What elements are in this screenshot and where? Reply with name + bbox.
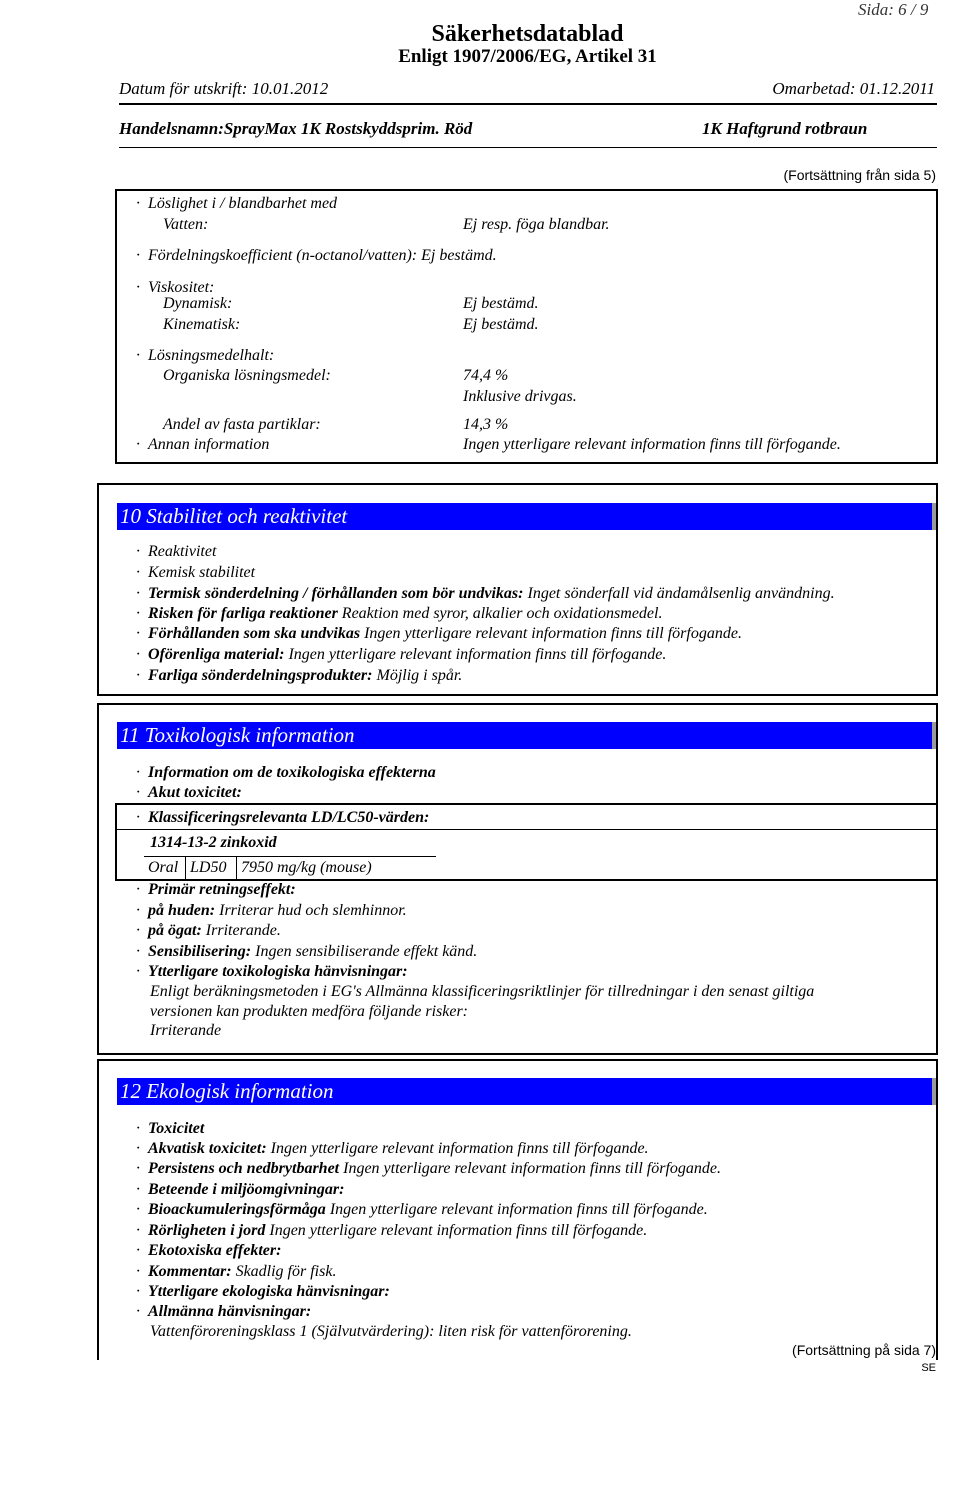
toxicology-info: · Information om de toxikologiska effekterna bbox=[136, 764, 436, 781]
kinematic-value: Ej bestämd. bbox=[463, 316, 539, 333]
further-toxicology-text-3: Irriterande bbox=[150, 1022, 222, 1039]
sensitisation: · Sensibilisering: Ingen sensibiliserande effekt känd. bbox=[136, 943, 478, 960]
document-title: Säkerhetsdatablad bbox=[431, 21, 624, 47]
revision-date: Omarbetad: 01.12.2011 bbox=[772, 79, 935, 98]
tox-route: Oral bbox=[144, 856, 186, 880]
incompatible-materials: · Oförenliga material: Ingen ytterligare relevant information finns till förfogande. bbox=[136, 646, 667, 663]
environmental-behaviour: · Beteende i miljöomgivningar: bbox=[136, 1181, 345, 1198]
solids-value: 14,3 % bbox=[463, 416, 509, 433]
acute-toxicity: · Akut toxicitet: bbox=[136, 784, 242, 801]
further-toxicology-text-1: Enligt beräkningsmetoden i EG's Allmänna klassificeringsriktlinjer för tillredningar i den senast giltiga bbox=[150, 983, 815, 1000]
section-11-heading: 11 Toxikologisk information bbox=[117, 722, 936, 749]
eye-effect: · på ögat: Irriterande. bbox=[136, 922, 281, 939]
thermal-decomposition: · Termisk sönderdelning / förhållanden som bör undvikas: Inget sönderfall vid ändamålsenlig användning. bbox=[136, 585, 835, 602]
other-info-label: · Annan information bbox=[136, 436, 270, 453]
solubility-label: · Löslighet i / blandbarhet med bbox=[136, 195, 338, 212]
ld-values-label: · Klassificeringsrelevanta LD/LC50-värden: bbox=[136, 809, 430, 826]
tox-value: 7950 mg/kg (mouse) bbox=[236, 856, 436, 880]
continued-from: (Fortsättning från sida 5) bbox=[783, 167, 936, 183]
document-subtitle: Enligt 1907/2006/EG, Artikel 31 bbox=[398, 46, 657, 67]
water-label: Vatten: bbox=[163, 216, 209, 233]
solids-label: Andel av fasta partiklar: bbox=[163, 416, 321, 433]
kinematic-label: Kinematisk: bbox=[163, 316, 241, 333]
section-12-heading: 12 Ekologisk information bbox=[117, 1078, 936, 1105]
dynamic-value: Ej bestämd. bbox=[463, 295, 539, 312]
aquatic-toxicity: · Akvatisk toxicitet: Ingen ytterligare relevant information finns till förfogande. bbox=[136, 1140, 649, 1157]
reactivity: · Reaktivitet bbox=[136, 543, 217, 560]
product-name-alt: 1K Haftgrund rotbraun bbox=[702, 119, 868, 138]
section-10-heading: 10 Stabilitet och reaktivitet bbox=[117, 503, 936, 530]
further-toxicology-text-2: versionen kan produkten medföra följande risker: bbox=[150, 1003, 469, 1020]
eco-comment: · Kommentar: Skadlig för fisk. bbox=[136, 1263, 337, 1280]
tox-type: LD50 bbox=[185, 856, 237, 880]
header-rule-2 bbox=[119, 147, 937, 148]
skin-effect: · på huden: Irriterar hud och slemhinnor. bbox=[136, 902, 407, 919]
water-hazard-class: Vattenföroreningsklass 1 (Självutvärdering): liten risk för vattenförorening. bbox=[150, 1323, 632, 1340]
print-date: Datum för utskrift: 10.01.2012 bbox=[119, 79, 329, 98]
continued-on: (Fortsättning på sida 7) bbox=[792, 1342, 936, 1358]
water-value: Ej resp. föga blandbar. bbox=[463, 216, 610, 233]
general-notes: · Allmänna hänvisningar: bbox=[136, 1303, 312, 1320]
ecotoxic-effects: · Ekotoxiska effekter: bbox=[136, 1242, 282, 1259]
header-rule bbox=[119, 103, 937, 105]
soil-mobility: · Rörligheten i jord Ingen ytterligare relevant information finns till förfogande. bbox=[136, 1222, 648, 1239]
bioaccumulation: · Bioackumuleringsförmåga Ingen ytterligare relevant information finns till förfogande. bbox=[136, 1201, 708, 1218]
further-toxicology: · Ytterligare toxikologiska hänvisningar: bbox=[136, 963, 408, 980]
substance-name: 1314-13-2 zinkoxid bbox=[150, 834, 277, 851]
ld-divider bbox=[115, 829, 938, 830]
other-info-value: Ingen ytterligare relevant information finns till förfogande. bbox=[463, 436, 841, 453]
chemical-stability: · Kemisk stabilitet bbox=[136, 564, 256, 581]
language-code: SE bbox=[921, 1362, 936, 1374]
primary-irritation: · Primär retningseffekt: bbox=[136, 881, 296, 898]
trade-name: Handelsnamn:SprayMax 1K Rostskyddsprim. Röd bbox=[119, 119, 473, 138]
eco-toxicity: · Toxicitet bbox=[136, 1120, 205, 1137]
conditions-to-avoid: · Förhållanden som ska undvikas Ingen ytterligare relevant information finns till förfogande. bbox=[136, 625, 742, 642]
organic-solvent-value: 74,4 % bbox=[463, 367, 509, 384]
decomposition-products: · Farliga sönderdelningsprodukter: Möjlig i spår. bbox=[136, 667, 463, 684]
viscosity-label: · Viskositet: bbox=[136, 279, 215, 296]
organic-solvent-label: Organiska lösningsmedel: bbox=[163, 367, 331, 384]
dynamic-label: Dynamisk: bbox=[163, 295, 233, 312]
hazardous-reactions: · Risken för farliga reaktioner Reaktion med syror, alkalier och oxidationsmedel. bbox=[136, 605, 663, 622]
further-ecology: · Ytterligare ekologiska hänvisningar: bbox=[136, 1283, 390, 1300]
page-number: Sida: 6 / 9 bbox=[858, 0, 929, 19]
persistence: · Persistens och nedbrytbarhet Ingen ytterligare relevant information finns till förfogande. bbox=[136, 1160, 722, 1177]
solvent-content-label: · Lösningsmedelhalt: bbox=[136, 347, 275, 364]
propellants-note: Inklusive drivgas. bbox=[463, 388, 577, 405]
partition-coefficient: · Fördelningskoefficient (n-octanol/vatten): Ej bestämd. bbox=[136, 247, 497, 264]
